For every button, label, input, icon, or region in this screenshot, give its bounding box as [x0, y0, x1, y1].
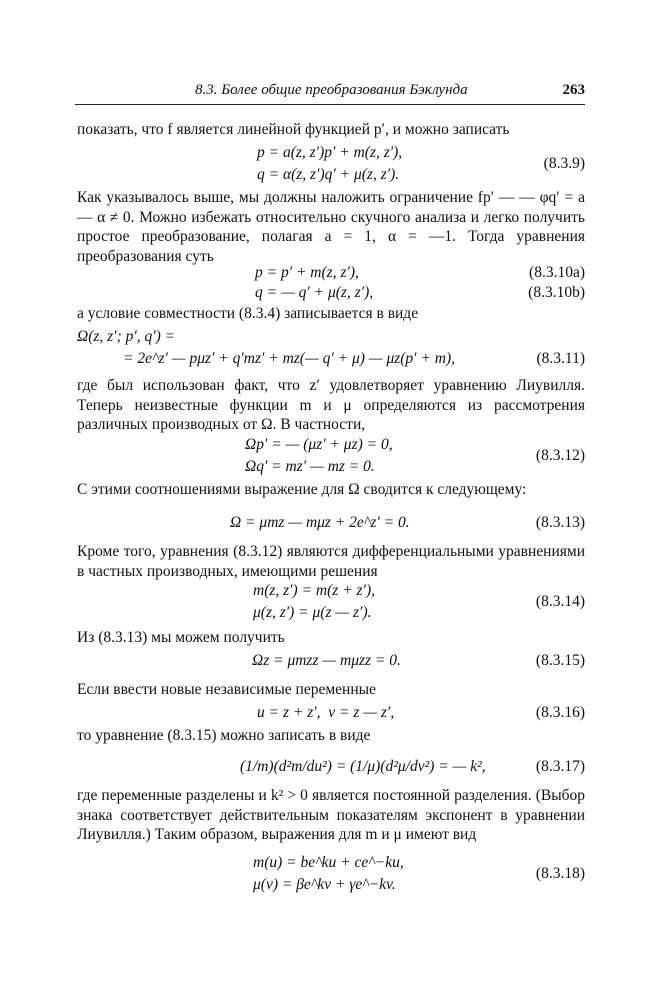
- running-header: [75, 80, 585, 105]
- paragraph: Как указывалось выше, мы должны наложить ограничение fp′ — — φq′ = a — α ≠ 0. Можно избежать относительно скучного анализа и легко получить простое преобразование, полагая a = 1, α = —1. Тогда уравнения преобразования суть: [77, 189, 585, 265]
- equation-8-3-13: [75, 512, 585, 534]
- equation-8-3-18: [75, 852, 585, 898]
- paragraph: С этими соотношениями выражение для Ω сводится к следующему:: [77, 481, 527, 498]
- paragraph: где переменные разделены и k² > 0 является постоянной разделения. (Выбор знака соответствует действительным показателям экспонент в уравнении Лиувилля.) Таким образом, выражения для m и μ имеют вид: [77, 787, 585, 843]
- equation-line: Ωz = μmzz — mμzz = 0.: [252, 652, 401, 669]
- equation-8-3-9: [75, 142, 585, 188]
- equation-line: p = a(z, z′)p′ + m(z, z′),: [257, 144, 403, 161]
- equation-line: m(z, z′) = m(z + z′),: [253, 582, 375, 599]
- equation-8-3-15: [75, 650, 585, 672]
- equation-8-3-12: [75, 434, 585, 478]
- paragraph: Из (8.3.13) мы можем получить: [77, 629, 285, 646]
- equation-number: (8.3.18): [535, 865, 585, 882]
- equation-number: (8.3.11): [536, 350, 585, 367]
- equation-line: Ω(z, z′; p′, q′) =: [77, 328, 176, 345]
- equation-line: Ωq′ = mz′ — mz = 0.: [245, 458, 375, 475]
- equation-line: = 2e^z′ — pμz′ + q′mz′ + mz(— q′ + μ) — μz(p′ + m),: [123, 350, 456, 367]
- paragraph: Если ввести новые независимые переменные: [77, 681, 376, 698]
- equation-number: (8.3.9): [543, 155, 585, 172]
- equation-line: q = — q′ + μ(z, z′),: [255, 284, 374, 301]
- equation-8-3-16: [75, 702, 585, 724]
- equation-line: μ(z, z′) = μ(z — z′).: [253, 604, 372, 621]
- equation-number: (8.3.10a): [529, 264, 585, 281]
- paragraph: показать, что f является линейной функцией p′, и можно записать: [77, 121, 510, 138]
- equation-line: u = z + z′, v = z — z′,: [257, 704, 395, 721]
- equation-number: (8.3.16): [535, 704, 585, 721]
- equation-number: (8.3.12): [535, 447, 585, 464]
- page-number: 263: [562, 82, 585, 98]
- equation-number: (8.3.13): [535, 514, 585, 531]
- equation-line: m(u) = be^ku + ce^−ku,: [253, 854, 404, 871]
- equation-line: p = p′ + m(z, z′),: [255, 264, 359, 281]
- equation-number: (8.3.17): [535, 758, 585, 775]
- equation-8-3-14: [75, 580, 585, 626]
- equation-8-3-11: [75, 326, 585, 372]
- equation-number: (8.3.10b): [528, 284, 585, 301]
- equation-line: (1/m)(d²m/du²) = (1/μ)(d²μ/dv²) = — k²,: [240, 758, 486, 775]
- equation-line: μ(v) = βe^kv + γe^−kv.: [253, 876, 396, 893]
- paragraph: где был использован факт, что z′ удовлетворяет уравнению Лиувилля. Теперь неизвестные функции m и μ определяются из рассмотрения различных производных от Ω. В частности,: [77, 377, 585, 433]
- equation-line: Ωp′ = — (μz′ + μz) = 0,: [245, 436, 393, 453]
- equation-number: (8.3.14): [535, 593, 585, 610]
- equation-line: Ω = μmz — mμz + 2e^z′ = 0.: [230, 514, 410, 531]
- equation-line: q = α(z, z′)q′ + μ(z, z′).: [257, 166, 400, 183]
- equation-8-3-10: [75, 262, 585, 306]
- paragraph: то уравнение (8.3.15) можно записать в виде: [77, 727, 371, 744]
- equation-number: (8.3.15): [535, 652, 585, 669]
- paragraph: а условие совместности (8.3.4) записывается в виде: [77, 305, 419, 322]
- section-title: 8.3. Более общие преобразования Бэклунда: [195, 82, 468, 98]
- equation-8-3-17: [75, 752, 585, 782]
- paragraph: Кроме того, уравнения (8.3.12) являются дифференциальными уравнениями в частных производных, имеющими решения: [77, 543, 585, 580]
